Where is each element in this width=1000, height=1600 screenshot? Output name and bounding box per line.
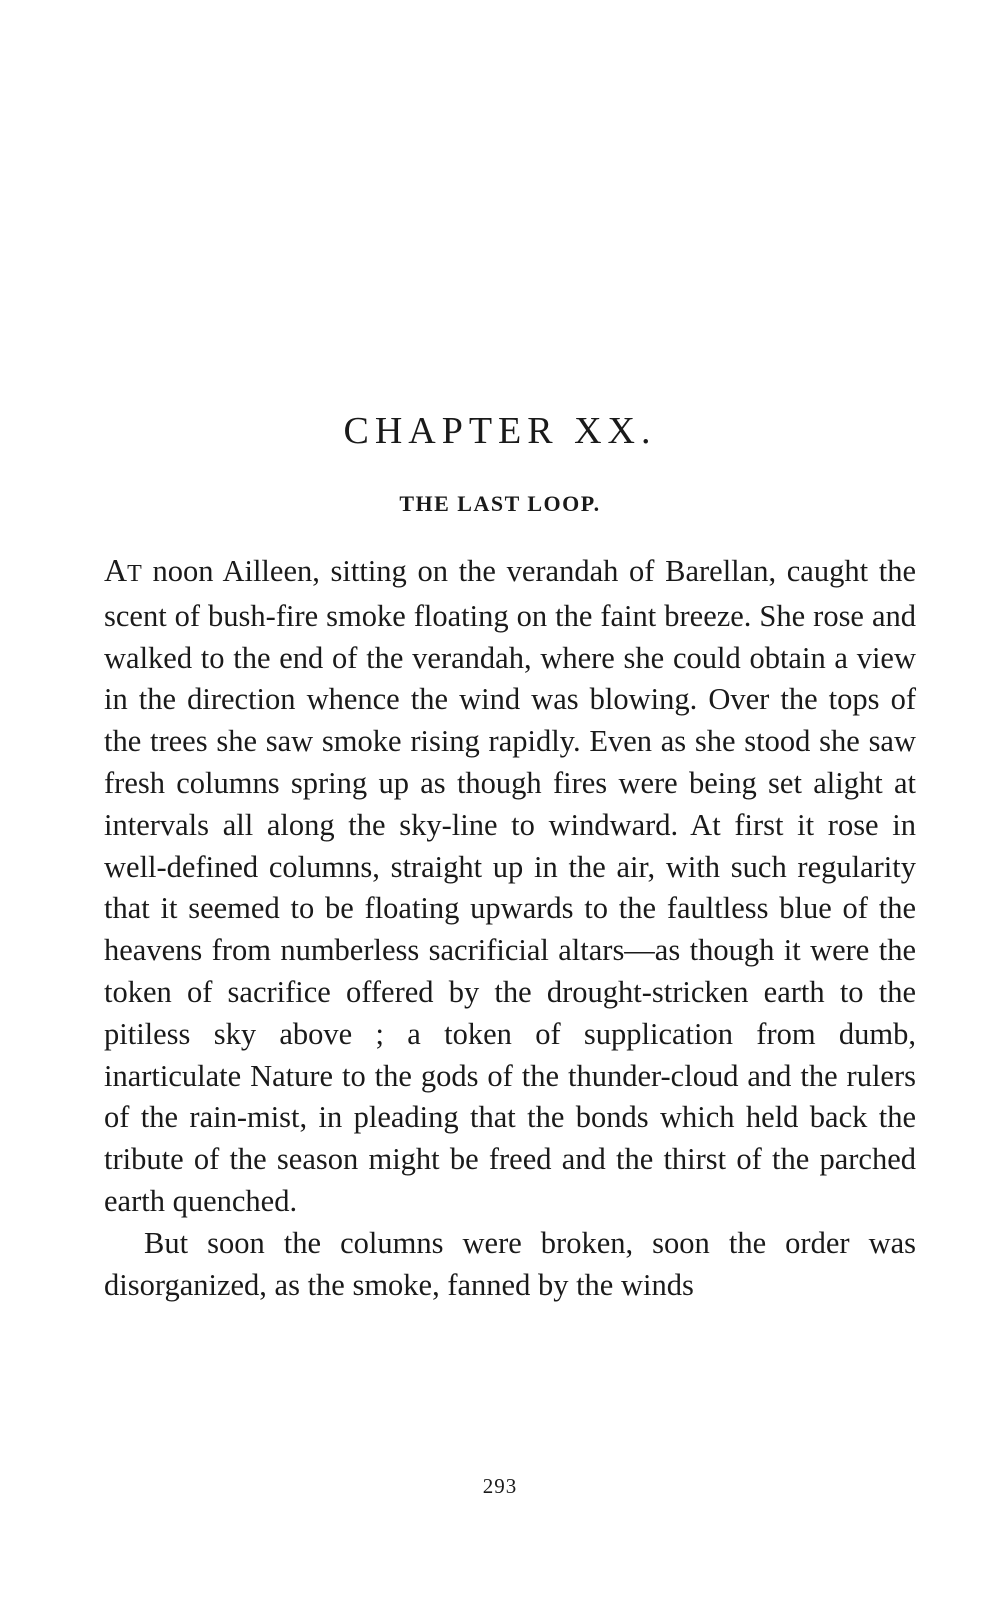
chapter-heading: CHAPTER XX. bbox=[343, 410, 657, 452]
small-caps-rest: T bbox=[127, 561, 142, 587]
paragraph-1-text: noon Ailleen, sitting on the verandah of Barellan, caught the scent of bush-fire smoke floating on the faint breeze. She rose and walked to the end of the verandah, where she could obtain a view in the direction whence the wind was blowing. Over the tops of the trees she saw smoke rising rapidly. Even as she stood she saw fresh columns spring up as though fires were being set alight at intervals all along the sky-line to windward. At first it rose in well-defined columns, straight up in the air, with such regularity that it seemed to be floating upwards to the faultless blue of the heavens from numberless sacrificial altars—as though it were the token of sacrifice offered by the drought-stricken earth to the pitiless sky above ; a token of supplication from dumb, inarticulate Nature to the gods of the thunder-cloud and the rulers of the rain-mist, in pleading that the bonds which held back the tribute of the season might be freed and the thirst of the parched earth quenched. bbox=[104, 554, 916, 1218]
chapter-body bbox=[104, 550, 916, 1306]
page-number: 293 bbox=[482, 1474, 518, 1498]
paragraph-1 bbox=[104, 550, 916, 1223]
paragraph-2: But soon the columns were broken, soon the order was disorganized, as the smoke, fanned by the winds bbox=[104, 1225, 916, 1302]
small-caps-initial: A bbox=[104, 552, 128, 588]
chapter-title: THE LAST LOOP. bbox=[399, 491, 601, 516]
